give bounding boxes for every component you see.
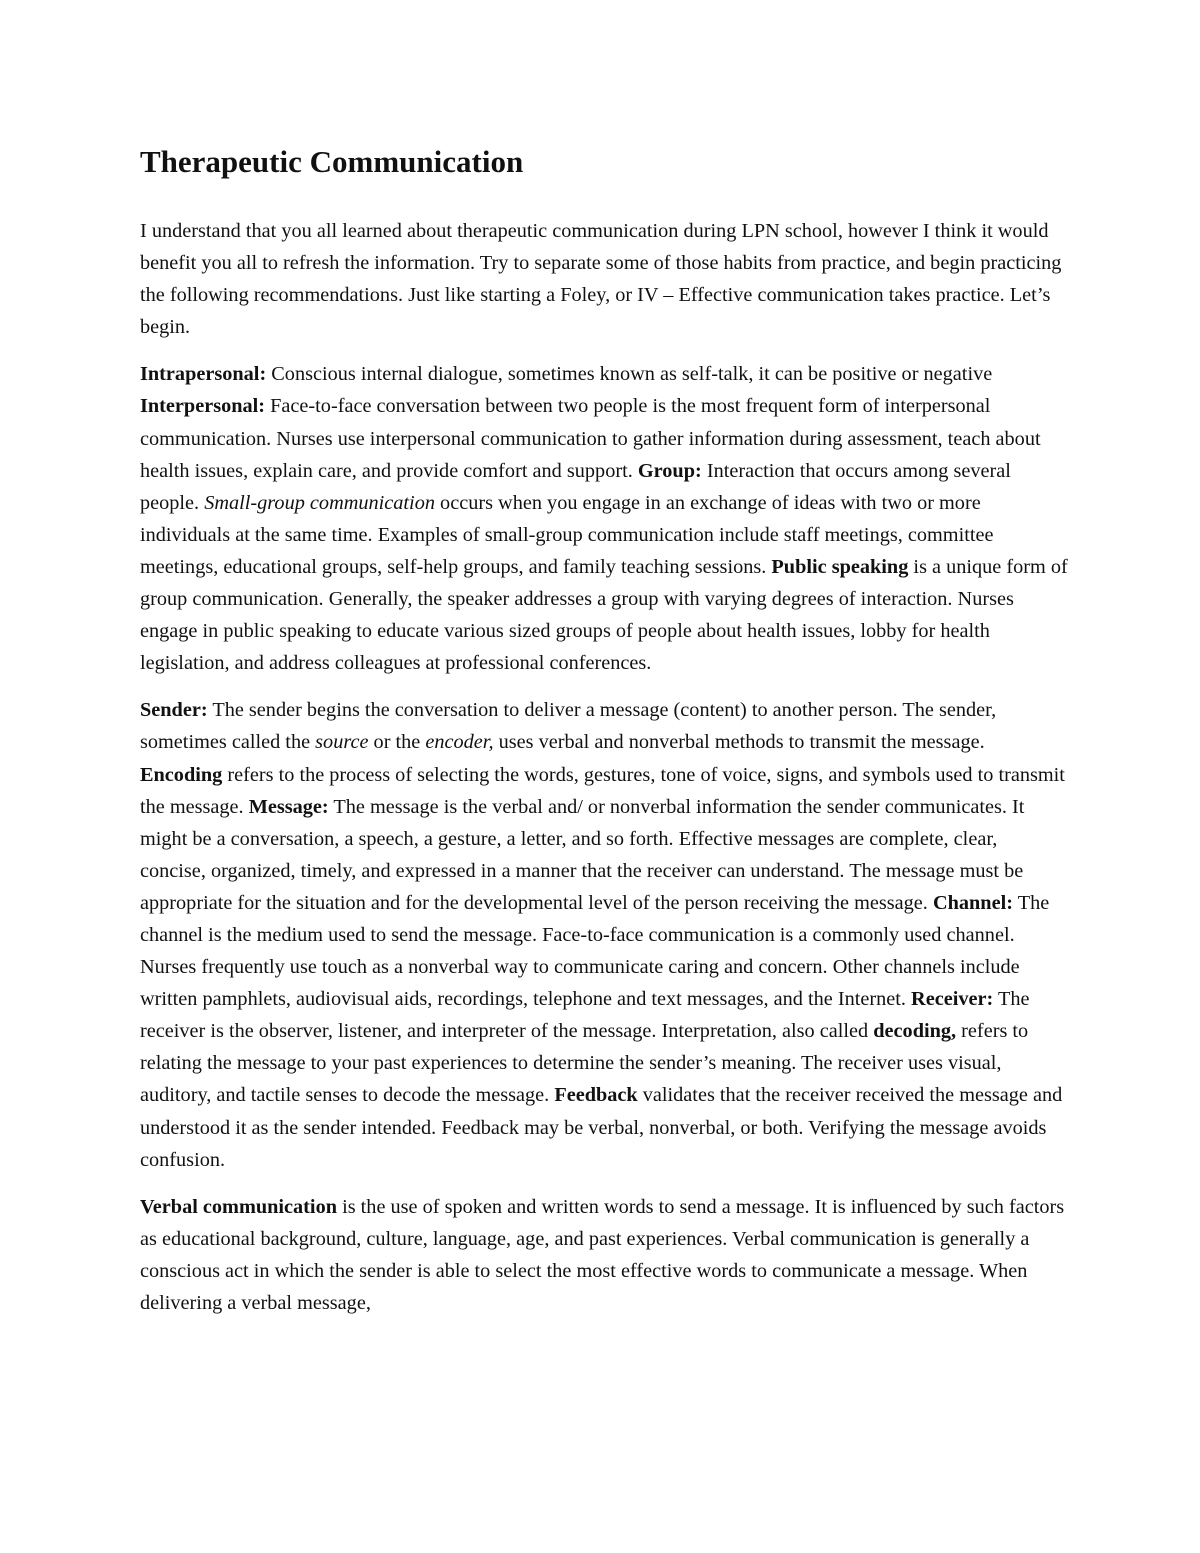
text-run: Conscious internal dialogue, sometimes known as self-talk, it can be positive or negative — [266, 363, 993, 386]
text-run: The channel is the medium used to send the message. Face-to-face communication is a commonly used channel. Nurses frequently use touch as a nonverbal way to communicate caring and concern. Other channels include written pamphlets, audiovisual aids, recordings, telephone and text messages, and the Internet. — [140, 891, 1050, 1011]
italic-term: source — [315, 731, 369, 754]
text-run: is a unique form of group communication. Generally, the speaker addresses a group with varying degrees of interaction. Nurses engage in public speaking to educate various sized groups of people about health issues, lobby for health legislation, and address colleagues at professional conferences. — [140, 555, 1068, 675]
text-run: is the use of spoken and written words to send a message. It is influenced by such factors as educational background, culture, language, age, and past experiences. Verbal communication is generally a conscious act in which the sender is able to select the most effective words to communicate a message. When delivering a verbal message, — [140, 1195, 1065, 1314]
text-run: refers to the process of selecting the words, gestures, tone of voice, signs, and symbols used to transmit the message. — [140, 763, 1065, 818]
text-run: I understand that you all learned about therapeutic communication during LPN school, however I think it would benefit you all to refresh the information. Try to separate some of those habits from practice, and begin practicing the following recommendations. Just like starting a Foley, or IV – Effective communication takes practice. Let’s begin. — [140, 220, 1062, 339]
bold-term: Sender: — [140, 699, 208, 722]
text-run: The sender begins the conversation to deliver a message (content) to another person. The sender, sometimes called the — [140, 699, 997, 754]
text-run: uses verbal and nonverbal methods to transmit the message. — [493, 731, 985, 754]
bold-term: decoding, — [873, 1020, 957, 1043]
body-paragraph — [140, 215, 1068, 343]
bold-term: Intrapersonal: — [140, 363, 267, 386]
bold-term: Channel: — [932, 891, 1013, 914]
document-page — [140, 138, 1068, 1334]
body-paragraph — [140, 1191, 1068, 1319]
body-paragraph — [140, 694, 1068, 1175]
text-run: Interaction that occurs among several people. — [140, 459, 1011, 514]
bold-term: Public speaking — [771, 555, 909, 578]
bold-term: Feedback — [554, 1084, 638, 1107]
bold-term: Message: — [248, 795, 329, 818]
bold-term: Verbal communication — [140, 1195, 337, 1218]
italic-term: encoder, — [425, 731, 494, 754]
document-title: Therapeutic Communication — [140, 144, 524, 179]
bold-term: Encoding — [140, 763, 223, 786]
text-run: occurs when you engage in an exchange of ideas with two or more individuals at the same time. Examples of small-group communication include staff meetings, committee meetings, educational groups, self-help groups, and family teaching sessions. — [140, 491, 994, 578]
bold-term: Interpersonal: — [140, 395, 266, 418]
body-paragraph — [140, 358, 1068, 679]
text-run: The message is the verbal and/ or nonverbal information the sender communicates. It might be a conversation, a speech, a gesture, a letter, and so forth. Effective messages are complete, clear, concise, organized, timely, and expressed in a manner that the receiver can understand. The message must be appropriate for the situation and for the developmental level of the person receiving the message. — [140, 795, 1025, 914]
document-body — [140, 215, 1068, 1319]
bold-term: Group: — [637, 459, 702, 482]
text-run: The receiver is the observer, listener, and interpreter of the message. Interpretation, also called — [140, 988, 1030, 1043]
text-run: validates that the receiver received the message and understood it as the sender intended. Feedback may be verbal, nonverbal, or both. Verifying the message avoids confusion. — [140, 1084, 1063, 1171]
text-run: Face-to-face conversation between two people is the most frequent form of interpersonal communication. Nurses use interpersonal communication to gather information during assessment, teach about health issues, explain care, and provide comfort and support. — [140, 395, 1041, 482]
bold-term: Receiver: — [911, 988, 994, 1011]
text-run: refers to relating the message to your past experiences to determine the sender’s meaning. The receiver uses visual, auditory, and tactile senses to decode the message. — [140, 1020, 1029, 1107]
italic-term: Small-group communication — [204, 491, 435, 514]
text-run: or the — [368, 731, 426, 754]
